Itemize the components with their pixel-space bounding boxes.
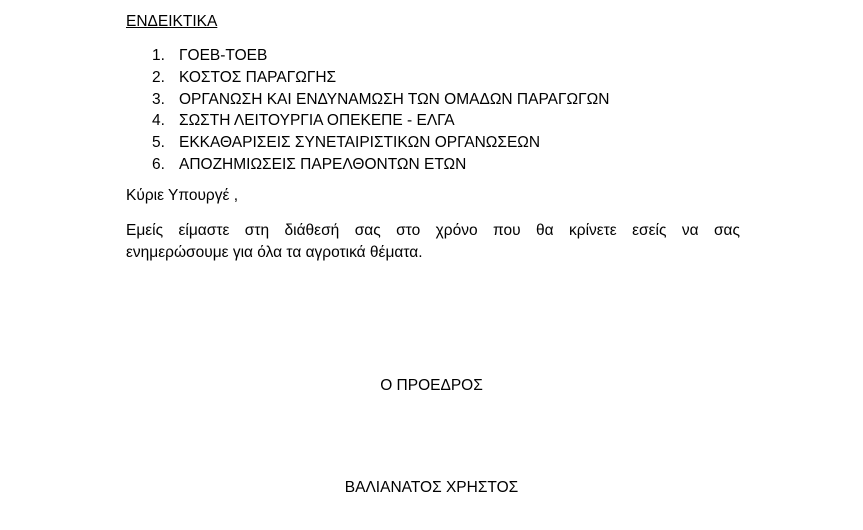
list-item-number: 6. bbox=[152, 155, 165, 173]
list-item bbox=[152, 154, 609, 176]
list-item bbox=[152, 67, 609, 89]
signatory-role: Ο ΠΡΟΕΔΡΟΣ bbox=[380, 377, 483, 394]
list-item bbox=[152, 132, 609, 154]
list-item bbox=[152, 110, 609, 132]
list-item-number: 5. bbox=[152, 134, 165, 152]
list-item-text: ΕΚΚΑΘΑΡΙΣΕΙΣ ΣΥΝΕΤΑΙΡΙΣΤΙΚΩΝ ΟΡΓΑΝΩΣΕΩΝ bbox=[179, 134, 541, 152]
paragraph-line: Εμείς είμαστε στη διάθεσή σας στο χρόνο που θα κρίνετε εσείς να σας bbox=[126, 222, 740, 239]
paragraph-line: ενημερώσουμε για όλα τα αγροτικά θέματα. bbox=[126, 243, 423, 261]
list-item-text: ΟΡΓΑΝΩΣΗ ΚΑΙ ΕΝΔΥΝΑΜΩΣΗ ΤΩΝ ΟΜΑΔΩΝ ΠΑΡΑΓΩΓΩΝ bbox=[179, 90, 610, 108]
list-item-text: ΑΠΟΖΗΜΙΩΣΕΙΣ ΠΑΡΕΛΘΟΝΤΩΝ ΕΤΩΝ bbox=[179, 155, 467, 173]
greeting-line: Κύριε Υπουργέ , bbox=[126, 187, 239, 204]
body-paragraph bbox=[126, 220, 740, 263]
list-item-number: 4. bbox=[152, 112, 165, 130]
list-item bbox=[152, 89, 609, 111]
list-item-text: ΓΟΕΒ-ΤΟΕΒ bbox=[179, 47, 268, 64]
list-item-text: ΚΟΣΤΟΣ ΠΑΡΑΓΩΓΗΣ bbox=[179, 68, 337, 86]
list-item-number: 3. bbox=[152, 90, 165, 108]
list-item-text: ΣΩΣΤΗ ΛΕΙΤΟΥΡΓΙΑ ΟΠΕΚΕΠΕ - ΕΛΓΑ bbox=[179, 112, 455, 130]
list-item bbox=[152, 45, 609, 67]
signatory-name: ΒΑΛΙΑΝΑΤΟΣ ΧΡΗΣΤΟΣ bbox=[344, 479, 519, 496]
list-item-number: 2. bbox=[152, 68, 165, 86]
section-heading: ΕΝΔΕΙΚΤΙΚΑ bbox=[126, 13, 218, 30]
numbered-list bbox=[152, 45, 609, 176]
list-item-number: 1. bbox=[152, 47, 165, 64]
